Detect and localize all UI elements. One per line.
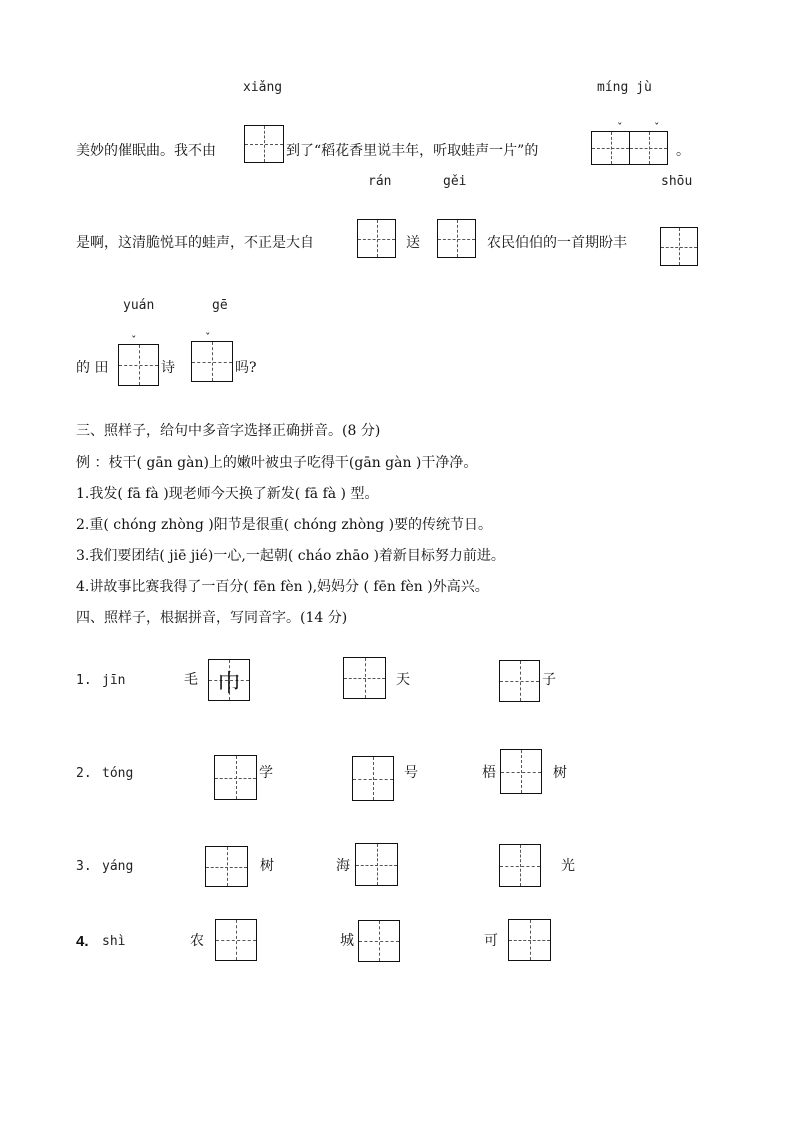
pinyin-ge: gē — [212, 298, 228, 313]
row3-number: 3. — [76, 859, 92, 874]
pinyin-ran: rán — [368, 174, 392, 189]
section4-title: 四、照样子，根据拼音，写同音字。(14 分) — [76, 610, 348, 626]
pinyin-mingju: míng jù — [597, 80, 652, 95]
answer-box-gei[interactable] — [437, 219, 476, 258]
row3-word2: 海 — [336, 858, 350, 874]
answer-box-xiang[interactable] — [244, 125, 284, 163]
pinyin-xiang: xiǎng — [243, 80, 283, 95]
row1-word2: 天 — [396, 672, 410, 688]
pinyin-shou: shōu — [661, 174, 693, 189]
passage-line1-end: 。 — [676, 143, 690, 159]
row4-word1: 农 — [190, 933, 204, 949]
row2-answer-box-3[interactable] — [500, 749, 542, 794]
tone-mark-icon: ˇ — [205, 331, 211, 344]
row4-pinyin: shì — [102, 934, 126, 949]
row3-answer-box-3[interactable] — [499, 844, 541, 887]
row2-word3a: 梧 — [482, 765, 496, 781]
row2-word2: 号 — [404, 765, 418, 781]
section3-example: 例 ：枝干( gān gàn)上的嫩叶被虫子吃得干(gān gàn )干净净。 — [76, 455, 478, 471]
row4-number: 4. — [76, 933, 89, 950]
row4-answer-box-2[interactable] — [358, 920, 400, 962]
pinyin-gei: gěi — [443, 174, 467, 189]
row2-word1: 学 — [259, 765, 273, 781]
answer-box-ge[interactable] — [191, 341, 233, 382]
passage-line3-shi: 诗 — [161, 360, 175, 376]
section3-item-4: 4.讲故事比赛我得了一百分( fēn fèn ),妈妈分 ( fēn fèn )外高兴。 — [76, 579, 489, 595]
answer-box-ju[interactable] — [629, 131, 668, 165]
passage-line1-start: 美妙的催眠曲。我不由 — [76, 143, 216, 159]
row1-number: 1. — [76, 673, 92, 688]
tone-mark-icon: ˇ — [617, 121, 623, 134]
row3-answer-box-1[interactable] — [205, 846, 248, 887]
row1-example-box — [208, 659, 250, 701]
row3-pinyin: yáng — [102, 859, 134, 874]
example-character: 巾 — [217, 668, 241, 697]
row3-answer-box-2[interactable] — [355, 843, 398, 886]
passage-line2-start: 是啊，这清脆悦耳的蛙声，不正是大自 — [76, 235, 314, 251]
passage-line3-start: 的 田 — [76, 360, 109, 376]
row2-answer-box-2[interactable] — [352, 756, 394, 801]
row2-answer-box-1[interactable] — [214, 755, 257, 800]
row1-word3: 子 — [542, 672, 556, 688]
row2-number: 2. — [76, 766, 92, 781]
row2-pinyin: tóng — [102, 766, 134, 781]
row1-answer-box-2[interactable] — [499, 660, 540, 702]
row2-word3b: 树 — [553, 765, 567, 781]
tone-mark-icon: ˇ — [654, 121, 660, 134]
answer-box-ming[interactable] — [591, 131, 630, 165]
answer-box-ran[interactable] — [357, 219, 396, 258]
row1-word1: 毛 — [184, 672, 198, 688]
passage-line2-end: 农民伯伯的一首期盼丰 — [487, 235, 627, 251]
row3-word1: 树 — [260, 858, 274, 874]
row4-answer-box-1[interactable] — [215, 919, 257, 961]
section3-title: 三、照样子，给句中多音字选择正确拼音。(8 分) — [76, 423, 381, 439]
row1-pinyin: jīn — [102, 673, 126, 688]
passage-line2-song: 送 — [406, 235, 420, 251]
row3-word3: 光 — [561, 858, 575, 874]
answer-box-shou[interactable] — [660, 227, 698, 266]
answer-box-yuan[interactable] — [118, 344, 159, 386]
row4-answer-box-3[interactable] — [508, 919, 551, 961]
section3-item-2: 2.重( chóng zhòng )阳节是很重( chóng zhòng )要的传统节日。 — [76, 517, 493, 533]
tone-mark-icon: ˇ — [131, 334, 137, 347]
section3-item-1: 1.我发( fā fà )现老师今天换了新发( fā fà ) 型。 — [76, 486, 379, 502]
passage-line1-middle: 到了“稻花香里说丰年，听取蛙声一片”的 — [286, 143, 539, 159]
pinyin-yuan: yuán — [123, 298, 155, 313]
row4-word2: 城 — [340, 933, 354, 949]
passage-line3-end: 吗? — [235, 360, 257, 376]
row4-word3: 可 — [484, 933, 498, 949]
row1-answer-box-1[interactable] — [343, 657, 386, 699]
section3-item-3: 3.我们要团结( jiē jié)一心,一起朝( cháo zhāo )着新目标努力前进。 — [76, 548, 505, 564]
